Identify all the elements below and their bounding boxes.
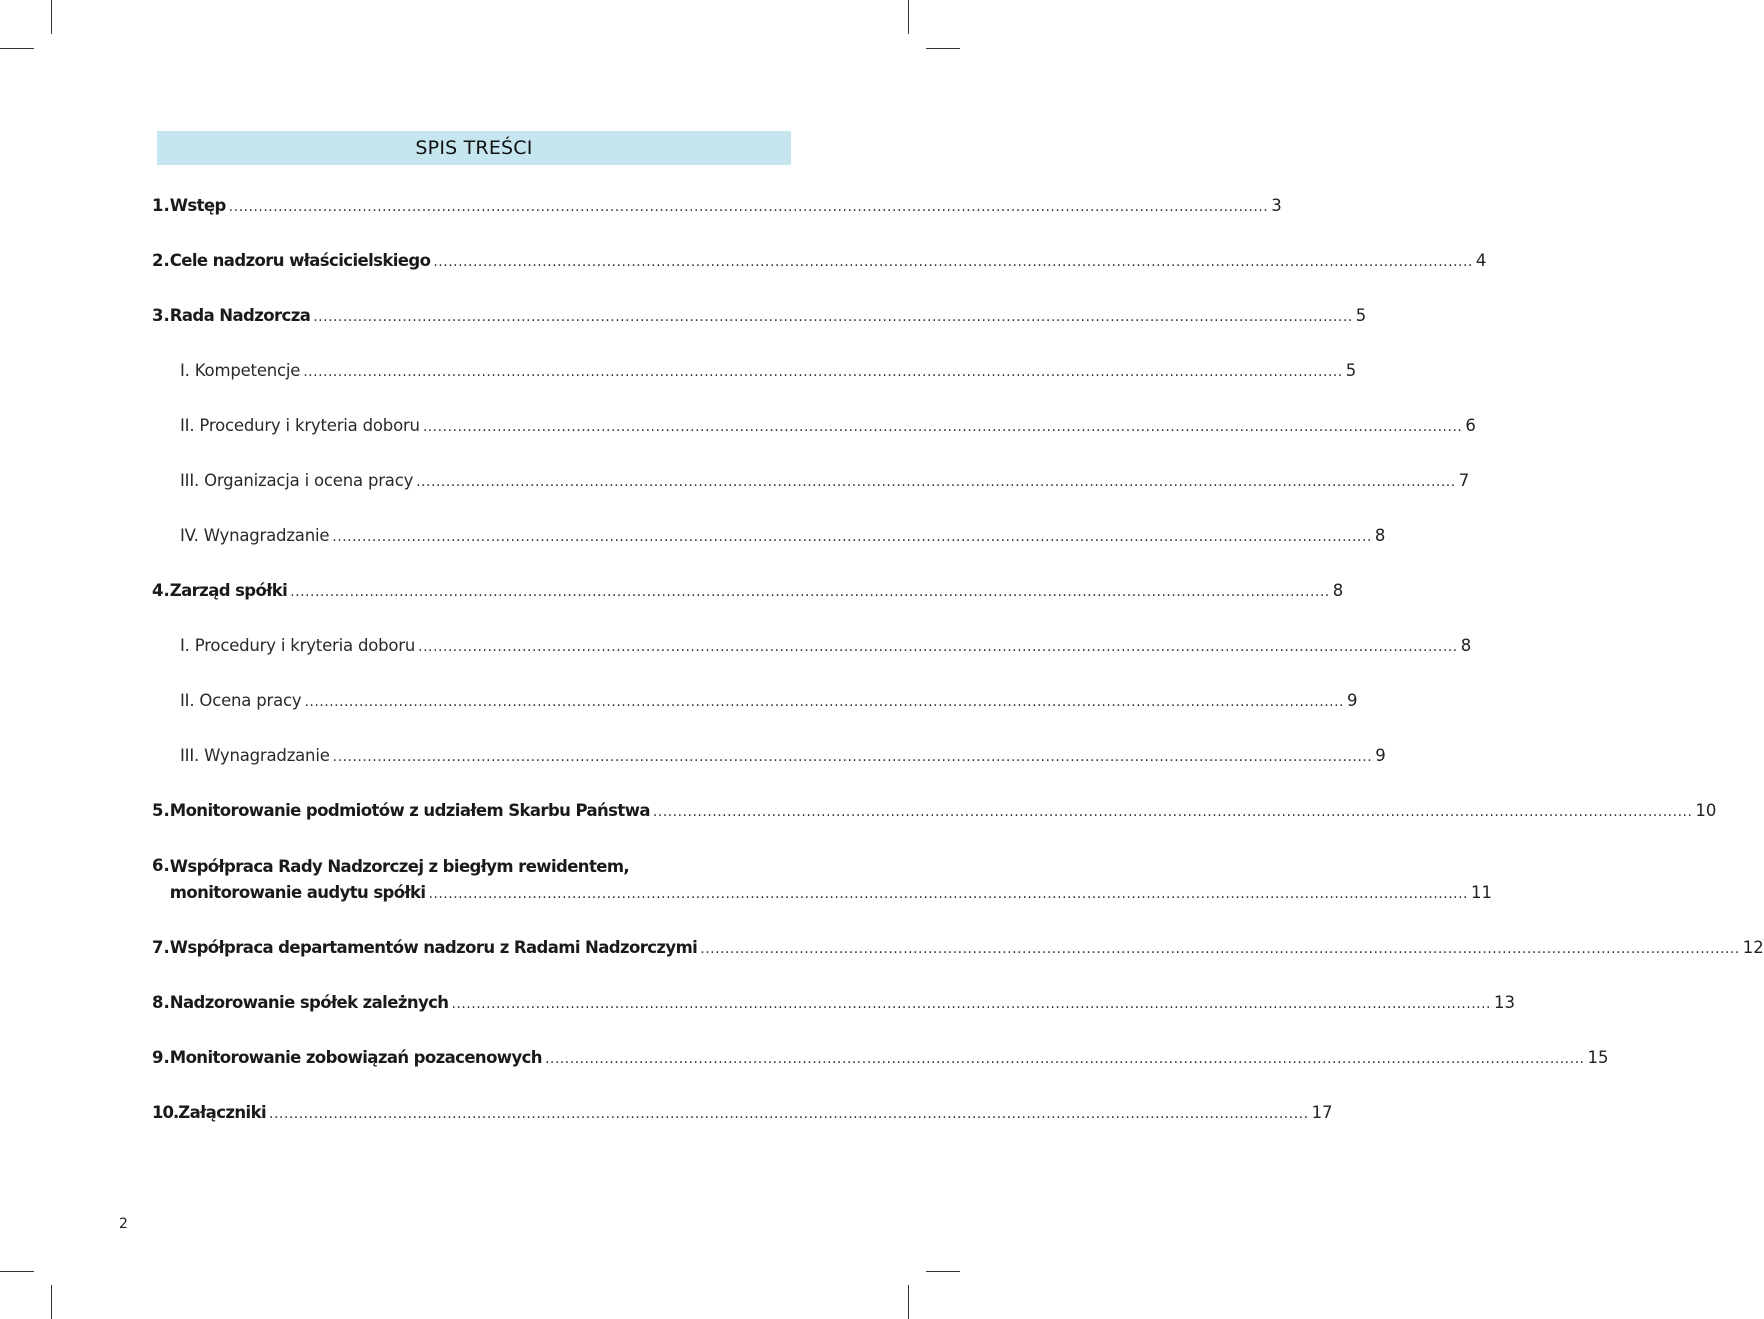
dot-leader bbox=[428, 881, 1468, 907]
entry-number: 6. bbox=[152, 856, 170, 875]
entry-page: 6 bbox=[1465, 416, 1476, 435]
entry-page: 10 bbox=[1695, 801, 1717, 820]
entry-page: 4 bbox=[1475, 251, 1487, 270]
dot-leader bbox=[416, 469, 1456, 495]
toc-entry-10[interactable] bbox=[152, 1100, 1333, 1126]
entry-number: 5. bbox=[152, 801, 170, 820]
toc-subentry-3-4[interactable] bbox=[180, 523, 1386, 549]
toc-entry-6[interactable] bbox=[152, 853, 1492, 907]
entry-page: 9 bbox=[1375, 746, 1386, 765]
entry-title: Wstęp bbox=[169, 196, 226, 215]
entry-title: Monitorowanie podmiotów z udziałem Skarbu Państwa bbox=[169, 801, 650, 820]
toc-entry-9[interactable] bbox=[152, 1045, 1609, 1071]
toc-entry-5[interactable] bbox=[152, 798, 1717, 824]
toc-title: SPIS TREŚCI bbox=[157, 131, 791, 165]
entry-number: 3. bbox=[152, 306, 170, 325]
toc-subentry-3-1[interactable] bbox=[180, 358, 1357, 384]
entry-title: Nadzorowanie spółek zależnych bbox=[169, 993, 449, 1012]
entry-title: III. Organizacja i ocena pracy bbox=[180, 471, 414, 490]
toc-subentry-4-1[interactable] bbox=[180, 633, 1472, 659]
dot-leader bbox=[332, 524, 1372, 550]
entry-page: 13 bbox=[1494, 993, 1515, 1012]
entry-number: 7. bbox=[152, 938, 170, 957]
dot-leader bbox=[653, 799, 1693, 825]
crop-mark bbox=[926, 48, 960, 49]
entry-title: Zarząd spółki bbox=[169, 581, 288, 600]
toc-entry-1[interactable] bbox=[152, 193, 1282, 219]
entry-number: 1. bbox=[152, 196, 170, 215]
crop-mark bbox=[908, 1285, 909, 1319]
toc-subentry-4-3[interactable] bbox=[180, 743, 1386, 769]
entry-page: 15 bbox=[1587, 1048, 1609, 1067]
entry-title: I. Procedury i kryteria doboru bbox=[180, 636, 416, 655]
dot-leader bbox=[303, 359, 1343, 385]
toc-entry-4[interactable] bbox=[152, 578, 1344, 604]
toc-entry-8[interactable] bbox=[152, 990, 1515, 1016]
dot-leader bbox=[290, 579, 1330, 605]
toc-entry-3[interactable] bbox=[152, 303, 1367, 329]
entry-number: 2. bbox=[152, 251, 170, 270]
entry-page: 17 bbox=[1311, 1103, 1333, 1122]
entry-number: 9. bbox=[152, 1048, 170, 1067]
entry-page: 5 bbox=[1345, 361, 1357, 380]
entry-title: II. Ocena pracy bbox=[180, 691, 302, 710]
entry-title: I. Kompetencje bbox=[180, 361, 301, 380]
entry-title: Monitorowanie zobowiązań pozacenowych bbox=[169, 1048, 542, 1067]
crop-mark bbox=[926, 1271, 960, 1272]
toc-subentry-3-3[interactable] bbox=[180, 468, 1470, 494]
entry-page: 8 bbox=[1460, 636, 1472, 655]
entry-title: Współpraca Rady Nadzorczej z biegłym rewidentem, bbox=[169, 857, 630, 876]
entry-page: 5 bbox=[1355, 306, 1367, 325]
dot-leader bbox=[700, 936, 1740, 962]
entry-title: III. Wynagradzanie bbox=[180, 746, 330, 765]
crop-mark bbox=[0, 1271, 34, 1272]
page-number: 2 bbox=[119, 1216, 128, 1232]
entry-title: Współpraca departamentów nadzoru z Radami Nadzorczymi bbox=[169, 938, 698, 957]
dot-leader bbox=[333, 744, 1373, 770]
crop-mark bbox=[908, 0, 909, 34]
entry-page: 8 bbox=[1332, 581, 1344, 600]
dot-leader bbox=[423, 414, 1463, 440]
entry-two-line bbox=[170, 854, 1492, 907]
entry-page: 11 bbox=[1471, 883, 1492, 902]
dot-leader bbox=[229, 194, 1269, 220]
entry-number: 10. bbox=[152, 1103, 179, 1122]
entry-number: 4. bbox=[152, 581, 170, 600]
toc-entry-2[interactable] bbox=[152, 248, 1487, 274]
dot-leader bbox=[433, 249, 1473, 275]
toc-entry-7[interactable] bbox=[152, 935, 1764, 961]
dot-leader bbox=[418, 634, 1458, 660]
toc-subentry-3-2[interactable] bbox=[180, 413, 1476, 439]
dot-leader bbox=[313, 304, 1353, 330]
entry-page: 9 bbox=[1347, 691, 1358, 710]
entry-title-line2: monitorowanie audytu spółki bbox=[169, 883, 426, 902]
entry-title: Załączniki bbox=[178, 1103, 267, 1122]
crop-mark bbox=[51, 0, 52, 34]
entry-page: 7 bbox=[1458, 471, 1470, 490]
entry-page: 3 bbox=[1271, 196, 1282, 215]
entry-page: 12 bbox=[1742, 938, 1764, 957]
toc-subentry-4-2[interactable] bbox=[180, 688, 1358, 714]
entry-title: IV. Wynagradzanie bbox=[180, 526, 330, 545]
dot-leader bbox=[451, 991, 1491, 1017]
dot-leader bbox=[545, 1046, 1585, 1072]
crop-mark bbox=[51, 1285, 52, 1319]
entry-number: 8. bbox=[152, 993, 170, 1012]
dot-leader bbox=[269, 1101, 1309, 1127]
entry-title-continued bbox=[170, 880, 1492, 907]
entry-title: II. Procedury i kryteria doboru bbox=[180, 416, 420, 435]
entry-title: Rada Nadzorcza bbox=[169, 306, 311, 325]
crop-mark bbox=[0, 48, 34, 49]
entry-title: Cele nadzoru właścicielskiego bbox=[169, 251, 431, 270]
dot-leader bbox=[304, 689, 1344, 715]
entry-page: 8 bbox=[1374, 526, 1386, 545]
